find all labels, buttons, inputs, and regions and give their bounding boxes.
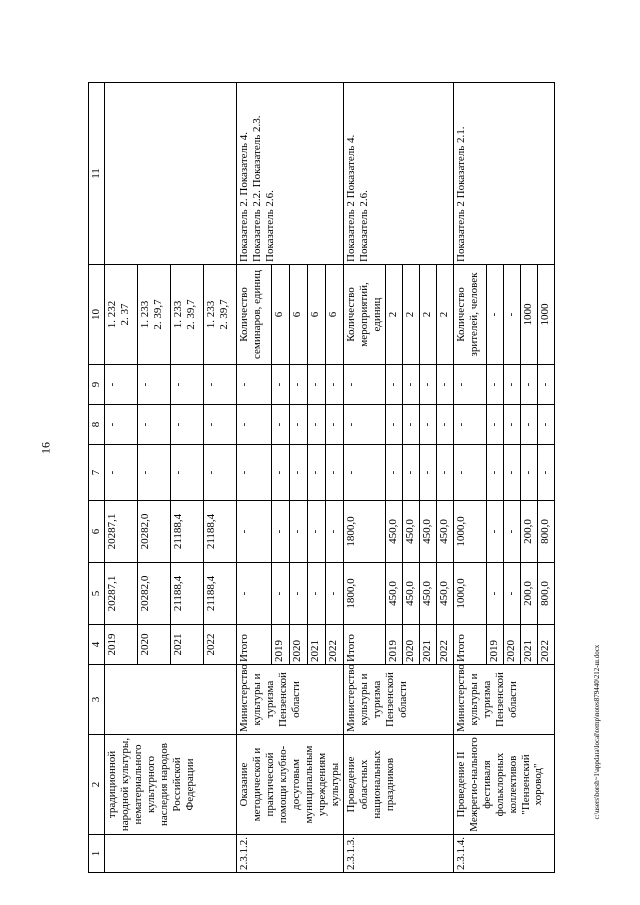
event-name-cell: Проведение II Межрегио-нального фестиваля фольклорных коллективов "Пензенский хоровод" — [453, 735, 554, 835]
indicator-ref-cell — [105, 83, 237, 265]
value-cell-c7: - — [402, 445, 419, 501]
table-body — [89, 83, 555, 873]
executor-cell: Министерство культуры и туризма Пензенской области — [343, 665, 453, 735]
value-cell-c9: - — [343, 365, 385, 405]
header-cell-10: 10 — [89, 265, 105, 365]
value-cell-c7: - — [105, 445, 138, 501]
row-id-cell: 2.3.1.3. — [343, 835, 453, 873]
value-cell-c8: - — [503, 405, 520, 445]
value-cell-c6: 21188,4 — [171, 501, 204, 563]
value-cell-c9: - — [486, 365, 503, 405]
row-id-cell: 2.3.1.2. — [237, 835, 344, 873]
year-cell: 2020 — [138, 625, 171, 665]
value-cell-c8: - — [204, 405, 237, 445]
value-cell-c8: - — [343, 405, 385, 445]
value-cell-c7: - — [307, 445, 325, 501]
value-cell-c6: 200,0 — [520, 501, 537, 563]
indicator-value-cell: 1. 233 2. 39,7 — [138, 265, 171, 365]
value-cell-c6: - — [307, 501, 325, 563]
value-cell-c7: - — [419, 445, 436, 501]
table-row — [453, 83, 486, 873]
value-cell-c7: - — [343, 445, 385, 501]
value-cell-c6: 450,0 — [385, 501, 402, 563]
value-cell-c5: - — [503, 563, 520, 625]
value-cell-c5: 800,0 — [537, 563, 554, 625]
year-cell: Итого — [237, 625, 272, 665]
value-cell-c9: - — [237, 365, 272, 405]
value-cell-c7: - — [289, 445, 307, 501]
value-cell-c8: - — [289, 405, 307, 445]
header-cell-6: 6 — [89, 501, 105, 563]
value-cell-c7: - — [204, 445, 237, 501]
value-cell-c9: - — [419, 365, 436, 405]
value-cell-c6: 20287,1 — [105, 501, 138, 563]
event-name-cell: Оказание методической и практической помощи клубно-досуговым муниципальным учреждениям культуры — [237, 735, 344, 835]
value-cell-c6: 1000,0 — [453, 501, 486, 563]
value-cell-c6: 450,0 — [436, 501, 453, 563]
value-cell-c9: - — [307, 365, 325, 405]
indicator-value-cell: 2 — [419, 265, 436, 365]
indicator-value-cell: 2 — [436, 265, 453, 365]
year-cell: 2022 — [325, 625, 343, 665]
value-cell-c7: - — [325, 445, 343, 501]
value-cell-c9: - — [325, 365, 343, 405]
value-cell-c7: - — [503, 445, 520, 501]
rotated-table-container — [88, 83, 638, 873]
value-cell-c6: 450,0 — [402, 501, 419, 563]
header-cell-4: 4 — [89, 625, 105, 665]
value-cell-c9: - — [520, 365, 537, 405]
value-cell-c7: - — [520, 445, 537, 501]
value-cell-c5: 450,0 — [436, 563, 453, 625]
indicator-ref-cell: Показатель 2 Показатель 2.1. — [453, 83, 554, 265]
header-row — [89, 83, 105, 873]
header-cell-8: 8 — [89, 405, 105, 445]
value-cell-c5: - — [271, 563, 289, 625]
value-cell-c6: 800,0 — [537, 501, 554, 563]
year-cell: 2020 — [503, 625, 520, 665]
value-cell-c7: - — [537, 445, 554, 501]
indicator-value-cell: 1000 — [537, 265, 554, 365]
value-cell-c8: - — [419, 405, 436, 445]
header-cell-1: 1 — [89, 835, 105, 873]
value-cell-c8: - — [453, 405, 486, 445]
value-cell-c9: - — [271, 365, 289, 405]
indicator-value-cell: 2 — [402, 265, 419, 365]
value-cell-c7: - — [385, 445, 402, 501]
value-cell-c6: - — [486, 501, 503, 563]
value-cell-c5: 450,0 — [402, 563, 419, 625]
value-cell-c5: 1800,0 — [343, 563, 385, 625]
header-cell-2: 2 — [89, 735, 105, 835]
table-row — [343, 83, 385, 873]
indicator-value-cell: 6 — [307, 265, 325, 365]
value-cell-c5: - — [325, 563, 343, 625]
program-table — [88, 82, 555, 873]
indicator-label-cell: Количество зрителей, человек — [453, 265, 486, 365]
value-cell-c6: 20282,0 — [138, 501, 171, 563]
value-cell-c9: - — [385, 365, 402, 405]
value-cell-c9: - — [436, 365, 453, 405]
row-id-cell — [105, 835, 237, 873]
value-cell-c9: - — [289, 365, 307, 405]
value-cell-c7: - — [138, 445, 171, 501]
year-cell: 2021 — [307, 625, 325, 665]
header-cell-5: 5 — [89, 563, 105, 625]
year-cell: 2019 — [271, 625, 289, 665]
indicator-ref-cell: Показатель 2. Показатель 4. Показатель 2.2. Показатель 2.3. Показатель 2.6. — [237, 83, 344, 265]
indicator-value-cell: 1000 — [520, 265, 537, 365]
header-cell-3: 3 — [89, 665, 105, 735]
row-id-cell: 2.3.1.4. — [453, 835, 554, 873]
executor-cell: Министерство культуры и туризма Пензенской области — [237, 665, 344, 735]
indicator-value-cell: 6 — [271, 265, 289, 365]
value-cell-c8: - — [271, 405, 289, 445]
value-cell-c5: 450,0 — [385, 563, 402, 625]
table-row — [237, 83, 272, 873]
indicator-value-cell: 1. 232 2. 37 — [105, 265, 138, 365]
value-cell-c5: 20287,1 — [105, 563, 138, 625]
value-cell-c7: - — [237, 445, 272, 501]
indicator-value-cell: 6 — [325, 265, 343, 365]
value-cell-c9: - — [503, 365, 520, 405]
year-cell: 2021 — [171, 625, 204, 665]
year-cell: 2022 — [537, 625, 554, 665]
value-cell-c8: - — [436, 405, 453, 445]
value-cell-c8: - — [385, 405, 402, 445]
value-cell-c5: 200,0 — [520, 563, 537, 625]
value-cell-c5: - — [307, 563, 325, 625]
year-cell: 2022 — [436, 625, 453, 665]
value-cell-c5: - — [486, 563, 503, 625]
indicator-value-cell: - — [503, 265, 520, 365]
event-name-cell: Проведение областных национальных праздников — [343, 735, 453, 835]
year-cell: Итого — [343, 625, 385, 665]
value-cell-c7: - — [436, 445, 453, 501]
value-cell-c6: 21188,4 — [204, 501, 237, 563]
value-cell-c8: - — [486, 405, 503, 445]
indicator-value-cell: 1. 233 2. 39,7 — [204, 265, 237, 365]
value-cell-c7: - — [453, 445, 486, 501]
year-cell: 2021 — [520, 625, 537, 665]
value-cell-c5: 20282,0 — [138, 563, 171, 625]
value-cell-c6: - — [289, 501, 307, 563]
value-cell-c9: - — [138, 365, 171, 405]
year-cell: 2019 — [385, 625, 402, 665]
indicator-value-cell: 2 — [385, 265, 402, 365]
year-cell: 2019 — [486, 625, 503, 665]
value-cell-c9: - — [402, 365, 419, 405]
year-cell: Итого — [453, 625, 486, 665]
value-cell-c5: - — [289, 563, 307, 625]
value-cell-c8: - — [520, 405, 537, 445]
value-cell-c6: - — [325, 501, 343, 563]
value-cell-c6: 450,0 — [419, 501, 436, 563]
value-cell-c7: - — [486, 445, 503, 501]
year-cell: 2021 — [419, 625, 436, 665]
value-cell-c8: - — [237, 405, 272, 445]
value-cell-c8: - — [325, 405, 343, 445]
value-cell-c8: - — [402, 405, 419, 445]
value-cell-c9: - — [105, 365, 138, 405]
value-cell-c8: - — [307, 405, 325, 445]
value-cell-c5: - — [237, 563, 272, 625]
value-cell-c5: 21188,4 — [204, 563, 237, 625]
page-number: 16 — [38, 442, 53, 454]
table-row — [105, 83, 138, 873]
indicator-label-cell: Количество семинаров, единиц — [237, 265, 272, 365]
value-cell-c7: - — [171, 445, 204, 501]
header-cell-9: 9 — [89, 365, 105, 405]
indicator-value-cell: 1. 233 2. 39,7 — [171, 265, 204, 365]
value-cell-c8: - — [138, 405, 171, 445]
value-cell-c5: 450,0 — [419, 563, 436, 625]
year-cell: 2020 — [402, 625, 419, 665]
year-cell: 2022 — [204, 625, 237, 665]
indicator-ref-cell: Показатель 2 Показатель 4. Показатель 2.6. — [343, 83, 453, 265]
executor-cell: Министерство культуры и туризма Пензенской области — [453, 665, 554, 735]
value-cell-c8: - — [105, 405, 138, 445]
value-cell-c5: 21188,4 — [171, 563, 204, 625]
value-cell-c7: - — [271, 445, 289, 501]
indicator-value-cell: - — [486, 265, 503, 365]
value-cell-c6: - — [237, 501, 272, 563]
value-cell-c9: - — [171, 365, 204, 405]
value-cell-c8: - — [537, 405, 554, 445]
event-name-cell: традиционной народной культуры, нематериального культурного наследия народов Российской Федерации — [105, 735, 237, 835]
header-cell-7: 7 — [89, 445, 105, 501]
indicator-label-cell: Количество мероприятий, единиц — [343, 265, 385, 365]
value-cell-c6: - — [503, 501, 520, 563]
value-cell-c8: - — [171, 405, 204, 445]
value-cell-c6: 1800,0 — [343, 501, 385, 563]
value-cell-c9: - — [453, 365, 486, 405]
year-cell: 2019 — [105, 625, 138, 665]
value-cell-c6: - — [271, 501, 289, 563]
header-cell-11: 11 — [89, 83, 105, 265]
value-cell-c5: 1000,0 — [453, 563, 486, 625]
file-path: c:\users\borsh~1\appdata\local\temp\notes879440\212-ш.docx — [593, 644, 601, 820]
year-cell: 2020 — [289, 625, 307, 665]
indicator-value-cell: 6 — [289, 265, 307, 365]
executor-cell — [105, 665, 237, 735]
value-cell-c9: - — [204, 365, 237, 405]
value-cell-c9: - — [537, 365, 554, 405]
